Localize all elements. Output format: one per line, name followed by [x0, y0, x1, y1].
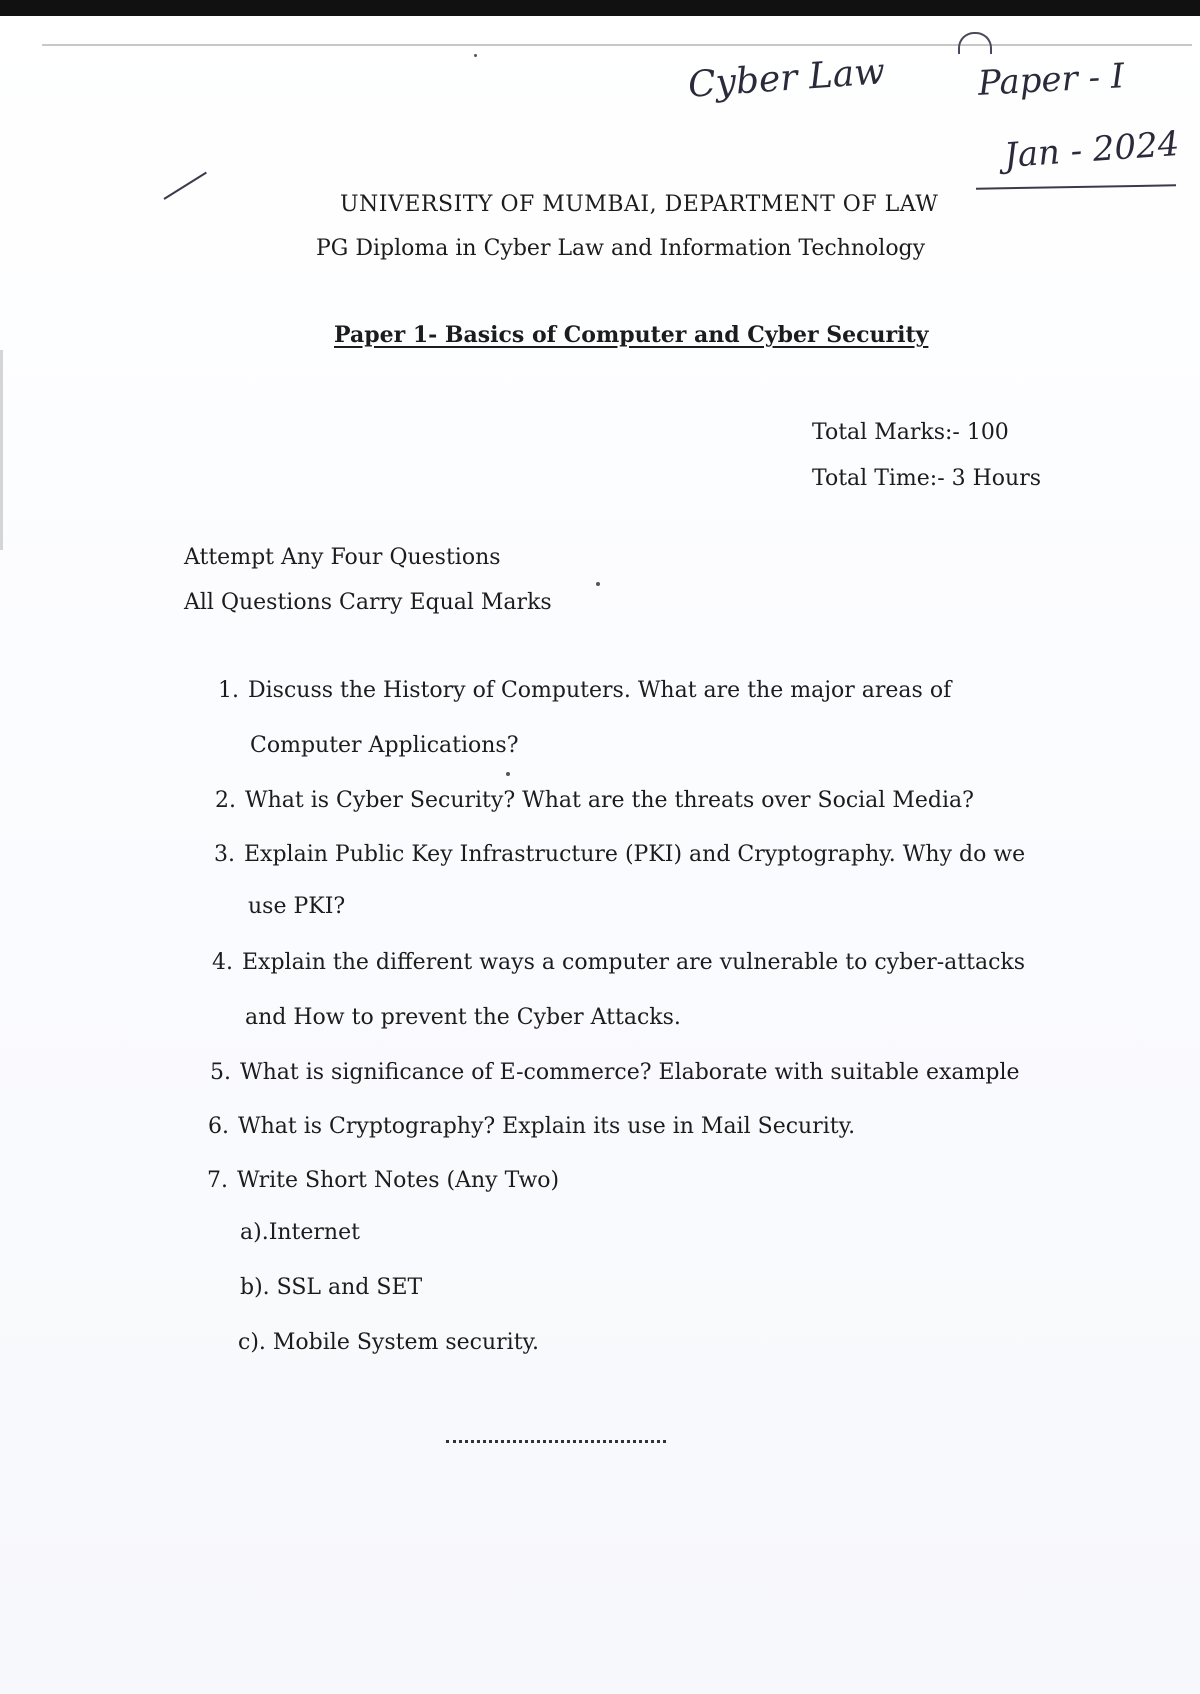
- scan-top-edge: [0, 0, 1200, 16]
- scan-speck: [506, 772, 510, 776]
- question-text: use PKI?: [248, 894, 346, 919]
- short-note-item: a).Internet: [240, 1220, 360, 1245]
- handwritten-tick-mark: [163, 172, 206, 200]
- question-text: What is Cryptography? Explain its use in Mail Security.: [238, 1114, 856, 1139]
- question-text: Write Short Notes (Any Two): [237, 1168, 560, 1193]
- handwritten-paper-number: Paper - I: [977, 56, 1126, 104]
- question-number: 1.: [218, 678, 239, 703]
- handwritten-underline: [976, 184, 1176, 189]
- end-of-paper-dotted-line: [446, 1440, 666, 1443]
- handwritten-circle-mark: [958, 32, 992, 54]
- question-text: What is Cyber Security? What are the threats over Social Media?: [245, 788, 974, 813]
- question-text: Explain Public Key Infrastructure (PKI) and Cryptography. Why do we: [244, 842, 1026, 867]
- short-note-item: c). Mobile System security.: [238, 1330, 540, 1355]
- question-number: 3.: [214, 842, 235, 867]
- question-number: 5.: [210, 1060, 231, 1085]
- scan-left-edge: [0, 350, 3, 550]
- question-number: 7.: [207, 1168, 228, 1193]
- handwritten-date: Jan - 2024: [1002, 123, 1181, 177]
- question-4-continued: [245, 1005, 681, 1030]
- question-3-continued: [248, 894, 345, 919]
- instruction-marks: All Questions Carry Equal Marks: [184, 590, 552, 615]
- scan-speck: [596, 582, 600, 586]
- total-time: Total Time:- 3 Hours: [812, 466, 1042, 491]
- university-name: UNIVERSITY OF MUMBAI, DEPARTMENT OF LAW: [340, 192, 939, 217]
- question-text: Discuss the History of Computers. What are the major areas of: [248, 678, 952, 703]
- question-text: Explain the different ways a computer are vulnerable to cyber-attacks: [242, 950, 1026, 975]
- question-text: Computer Applications?: [250, 733, 519, 758]
- scan-speck: [474, 54, 477, 57]
- question-number: 2.: [215, 788, 236, 813]
- question-number: 4.: [212, 950, 233, 975]
- total-marks: Total Marks:- 100: [812, 420, 1009, 445]
- scan-top-rule: [42, 44, 1192, 46]
- instruction-attempt: Attempt Any Four Questions: [184, 545, 501, 570]
- course-name: PG Diploma in Cyber Law and Information Technology: [316, 236, 926, 261]
- question-text: and How to prevent the Cyber Attacks.: [245, 1005, 681, 1030]
- paper-title: Paper 1- Basics of Computer and Cyber Security: [334, 322, 929, 348]
- handwritten-subject: Cyber Law: [686, 51, 887, 106]
- question-number: 6.: [208, 1114, 229, 1139]
- short-note-item: b). SSL and SET: [240, 1275, 423, 1300]
- question-text: What is significance of E-commerce? Elaborate with suitable example: [240, 1060, 1020, 1085]
- question-1-continued: [250, 733, 519, 758]
